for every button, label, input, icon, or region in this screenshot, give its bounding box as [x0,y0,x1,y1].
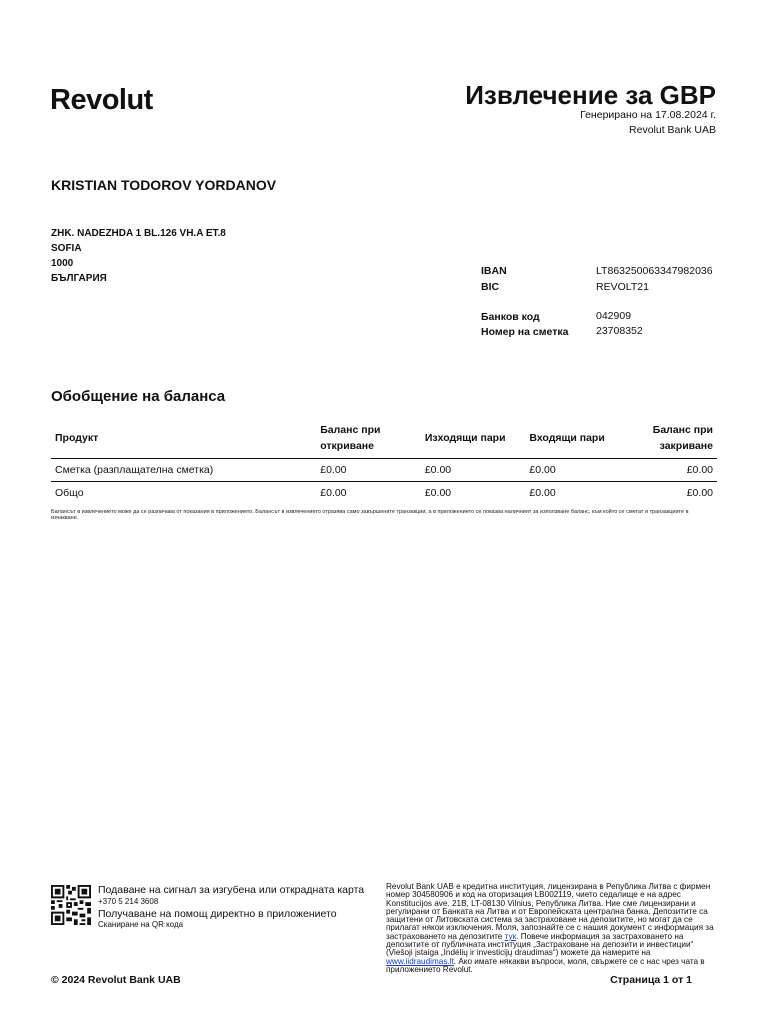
table-cell: £0.00 [686,487,713,499]
table-cell: £0.00 [525,459,629,482]
column-header-opening-balance: Баланс при откриване [316,418,421,459]
table-cell: £0.00 [316,459,421,482]
table-cell: £0.00 [529,487,556,499]
bank-name: Revolut Bank UAB [629,124,716,136]
customer-name: KRISTIAN TODOROV YORDANOV [51,177,277,193]
legal-text-2: . Повече информация за застраховането на депозитите от публичната институция „Застраховане на депозити и инвестиции“ (Viešoji įstaiga „Indėlių ir investicijų draudimas“) можете да намерите на [386,931,694,958]
report-lost-card-text: Подаване на сигнал за изгубена или открадната карта [98,884,365,896]
table-row [51,482,717,505]
table-cell: Общо [55,487,84,499]
bic-label: BIC [481,281,500,293]
revolut-logo: Revolut [50,84,153,116]
in-app-help-text: Получаване на помощ директно в приложението [98,908,337,920]
generated-date: Генерирано на 17.08.2024 г. [580,109,716,121]
balance-summary-table [51,418,717,504]
legal-text-1: Revolut Bank UAB е кредитна институция, лицензирана в Република Литва с фирмен номер 304580906 и код на оторизация LB002119, чието седалище е на адрес Konstitucijos ave. 21B, LT-08130 Vilnius, Република Литва. Ние сме лицензирани и регулирани от Банката на Литва и от Европейската централна банка. Депозитите са защитени от Литовската система за застраховане на депозитите, но могат да се прилагат някои изключения. Моля, запознайте се с нашия документ с информация за застраховането на депозитите [386,882,714,941]
column-header-closing-balance: Баланс при закриване [630,418,717,459]
column-header-product: Продукт [51,418,316,459]
qr-code-icon [51,885,91,925]
table-cell: £0.00 [320,487,347,499]
table-cell: £0.00 [424,487,452,499]
table-header-row [51,418,717,459]
table-cell: £0.00 [421,459,526,482]
account-number-value: 23708352 [596,325,643,337]
bank-code-value: 042909 [596,310,632,322]
scan-qr-text: Сканиране на QR кода [98,920,184,929]
bic-value: REVOLT21 [596,281,649,293]
legal-notice [386,883,718,974]
address-line-4: БЪЛГАРИЯ [51,273,107,284]
balance-summary-title: Обобщение на баланса [51,388,226,405]
iban-value: LT863250063347982036 [596,265,713,277]
account-number-label: Номер на сметка [481,326,569,338]
iidraudimas-link[interactable]: www.iidraudimas.lt [386,956,454,966]
table-cell: £0.00 [630,459,717,482]
table-row [51,459,717,482]
legal-text-3: . Ако имате някакви въпроси, моля, свържете се с нас чрез чата в приложението Revolut. [386,956,705,974]
column-header-money-out: Изходящи пари [421,418,526,459]
bank-code-label: Банков код [481,311,540,323]
balance-disclaimer: Балансът в извлечението може да се различава от показания в приложението. Балансът в извлечението отразява само завършените транзакции, а в приложението се показва наличният за използване баланс, към който се сметат и транзакциите в изчакване. [51,509,689,521]
address-line-2: SOFIA [51,243,82,254]
page-number: Страница 1 от 1 [610,974,692,986]
statement-title: Извлечение за GBP [465,80,716,110]
support-phone[interactable]: +370 5 214 3608 [98,897,159,906]
address-line-1: ZHK. NADEZHDA 1 BL.126 VH.A ET.8 [51,228,226,239]
address-line-3: 1000 [51,258,74,269]
copyright: © 2024 Revolut Bank UAB [51,974,181,986]
column-header-money-in: Входящи пари [525,418,629,459]
iban-label: IBAN [481,265,507,277]
table-cell: Сметка (разплащателна сметка) [51,459,316,482]
deposit-insurance-link[interactable]: тук [504,931,517,941]
